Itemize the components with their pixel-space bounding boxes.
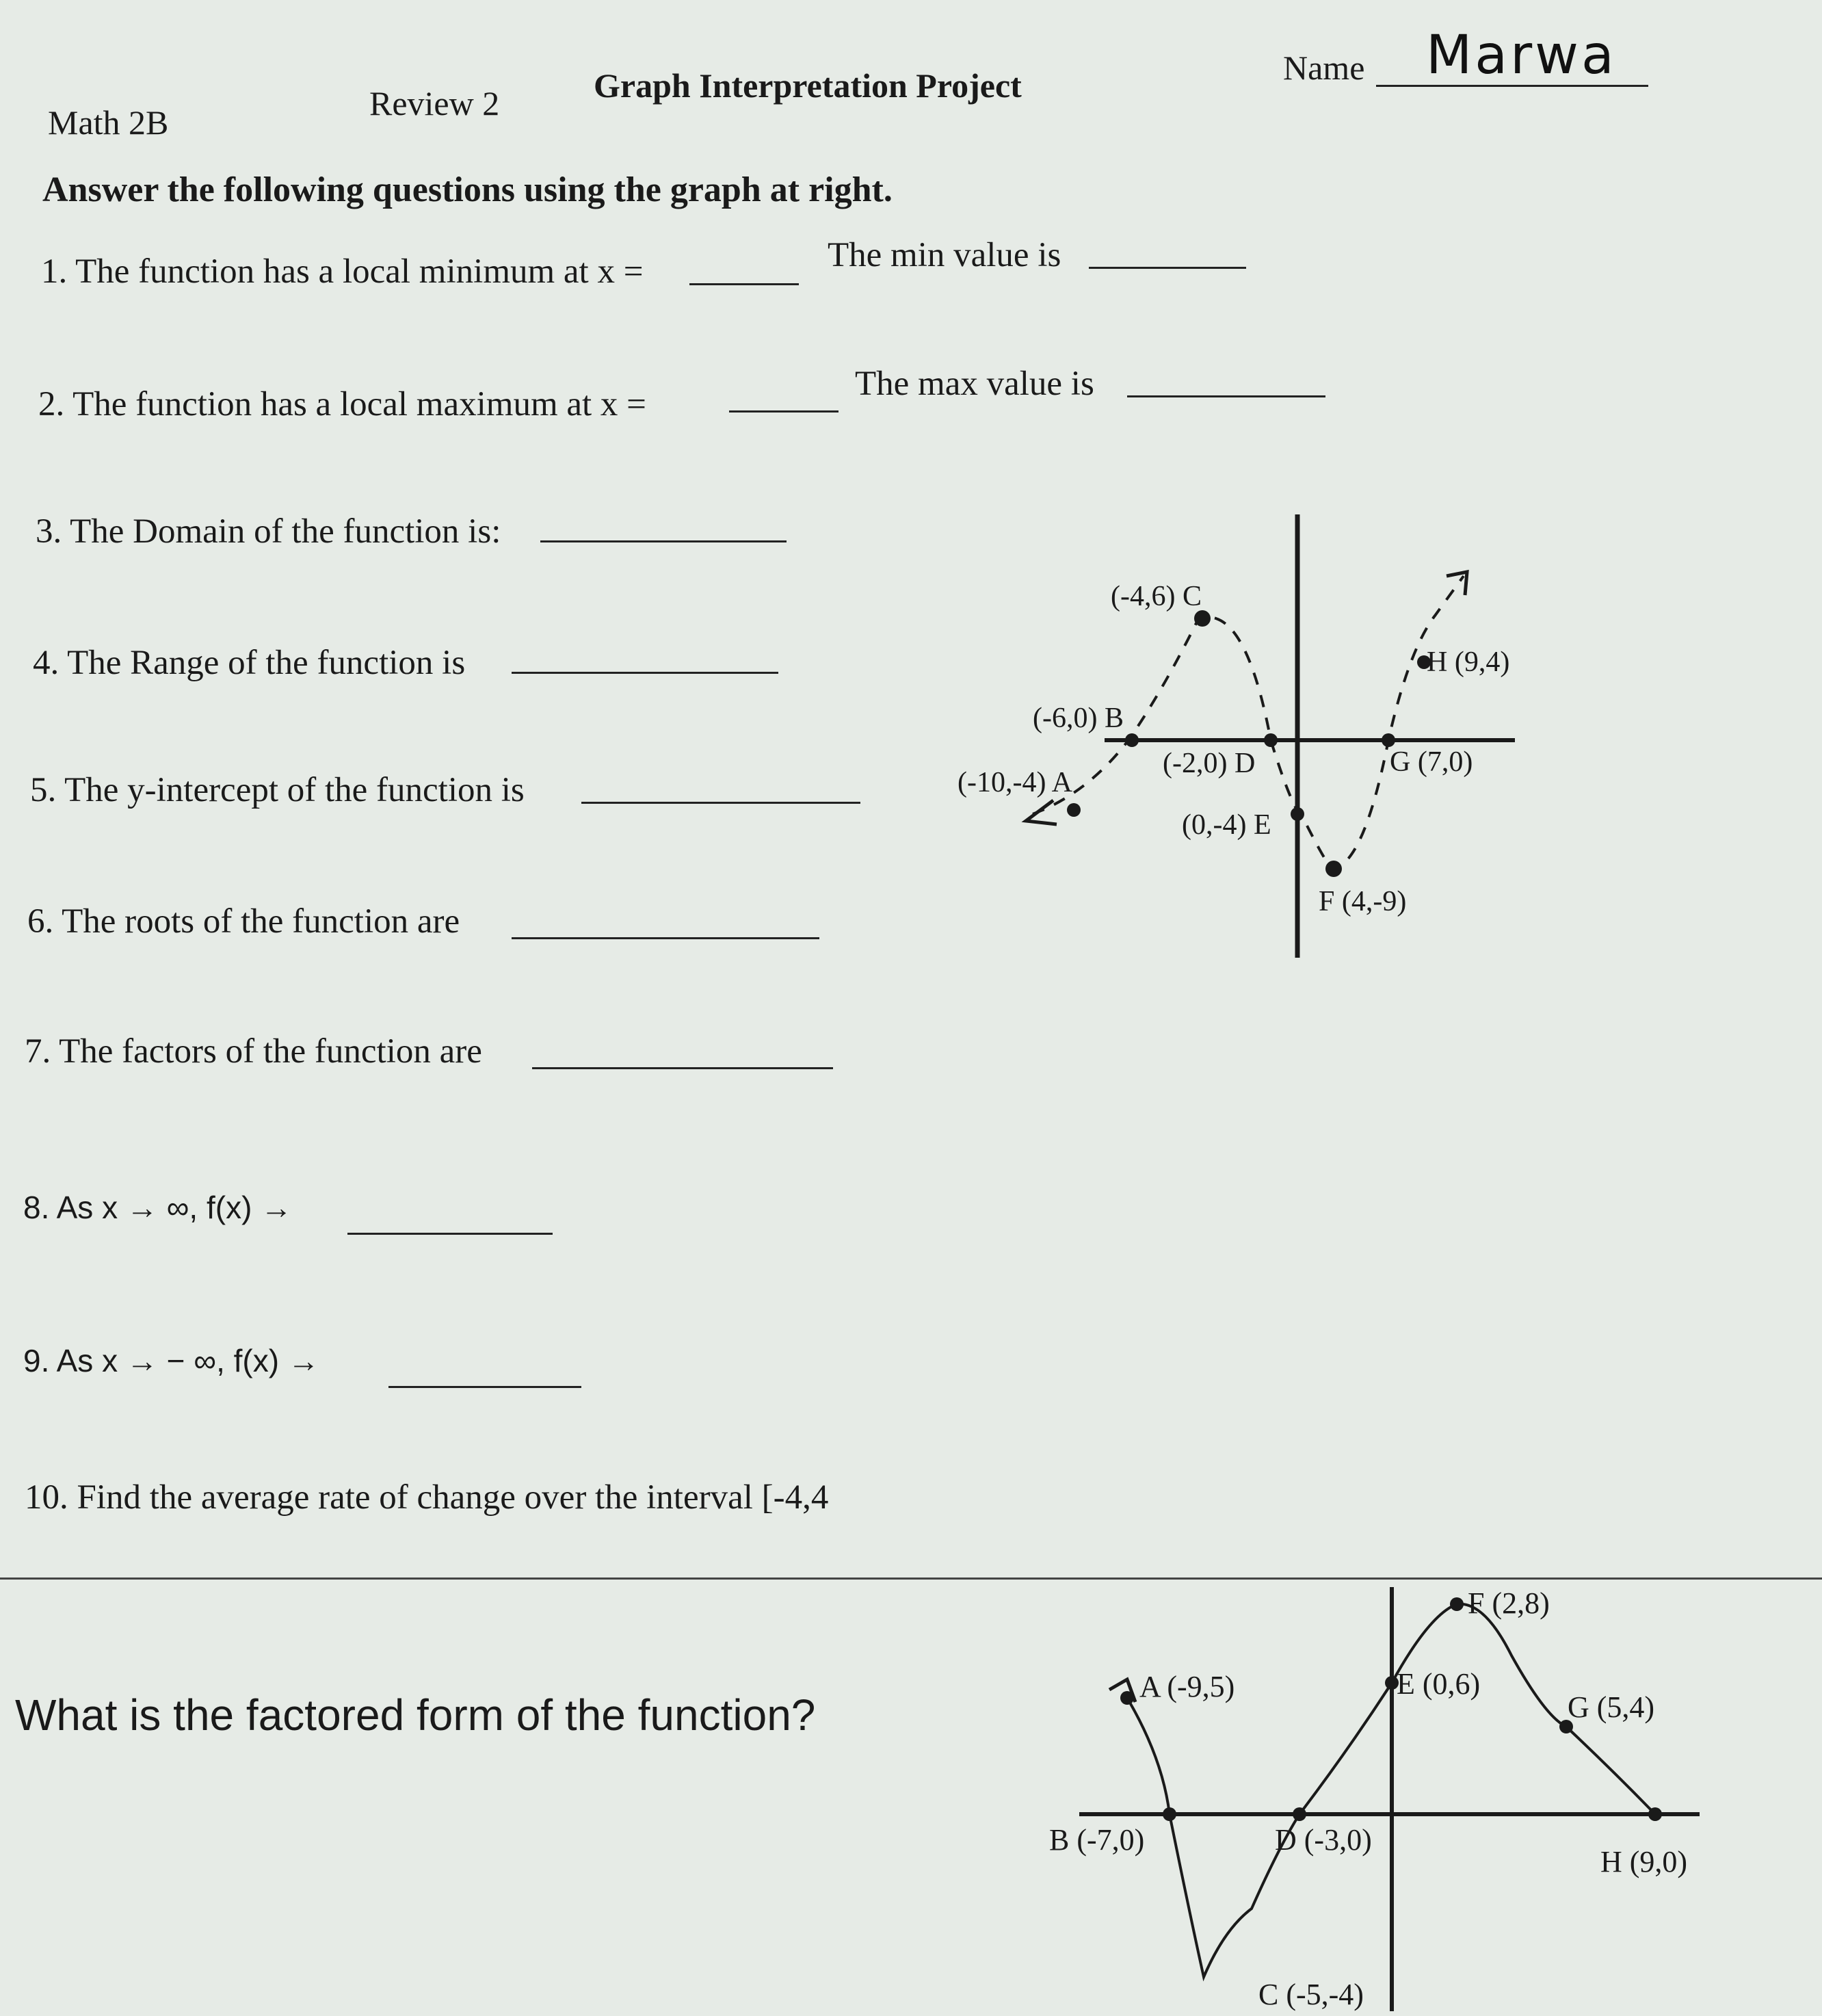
question-6: 6. The roots of the function are	[27, 902, 460, 941]
graph1-label-f: F (4,-9)	[1319, 886, 1407, 917]
question-9: 9. As x → − ∞, f(x) →	[23, 1343, 319, 1378]
review-label: Review 2	[369, 84, 500, 122]
question-5: 5. The y-intercept of the function is	[30, 771, 525, 809]
question-2-max-value: The max value is	[855, 365, 1094, 403]
question-1: 1. The function has a local minimum at x =	[41, 252, 644, 291]
graph1-label-h: H (9,4)	[1427, 646, 1510, 678]
graph2-label-d: D (-3,0)	[1275, 1823, 1372, 1857]
graph1-label-a: (-10,-4) A	[958, 767, 1072, 798]
graph1-label-d: (-2,0) D	[1163, 748, 1256, 779]
course-label: Math 2B	[48, 103, 169, 142]
name-label: Name	[1283, 49, 1365, 87]
graph1-label-c: (-4,6) C	[1111, 581, 1202, 612]
factored-form-question: What is the factored form of the function?	[15, 1690, 816, 1740]
graph2-label-b: B (-7,0)	[1049, 1823, 1145, 1857]
question-3: 3. The Domain of the function is:	[36, 512, 501, 551]
graph2-label-a: A (-9,5)	[1139, 1670, 1235, 1703]
instructions: Answer the following questions using the graph at right.	[42, 170, 893, 209]
worksheet-title: Graph Interpretation Project	[594, 66, 1022, 105]
name-handwritten: Marwa	[1426, 25, 1617, 86]
graph1-label-b: (-6,0) B	[1033, 703, 1124, 734]
graph1-label-g: G (7,0)	[1390, 746, 1473, 778]
graph2-point-h	[1648, 1807, 1662, 1821]
graph2-label-e: E (0,6)	[1397, 1667, 1481, 1701]
question-7: 7. The factors of the function are	[25, 1032, 482, 1071]
graph2-point-d	[1293, 1807, 1306, 1821]
question-2: 2. The function has a local maximum at x =	[38, 385, 646, 423]
graph2-point-f	[1450, 1597, 1464, 1611]
graph2-label-c: C (-5,-4)	[1258, 1978, 1364, 2011]
graph2-point-b	[1163, 1807, 1176, 1821]
graph2-label-f: F (2,8)	[1468, 1586, 1550, 1620]
graph1-label-e: (0,-4) E	[1182, 809, 1271, 841]
question-8: 8. As x → ∞, f(x) →	[23, 1190, 293, 1225]
graph2-label-g: G (5,4)	[1568, 1690, 1655, 1724]
question-10: 10. Find the average rate of change over the interval [-4,4	[25, 1478, 829, 1517]
question-1-min-value: The min value is	[828, 236, 1061, 274]
graph2-label-h: H (9,0)	[1600, 1845, 1688, 1878]
question-4: 4. The Range of the function is	[33, 644, 466, 682]
graph2-point-a	[1120, 1691, 1134, 1705]
